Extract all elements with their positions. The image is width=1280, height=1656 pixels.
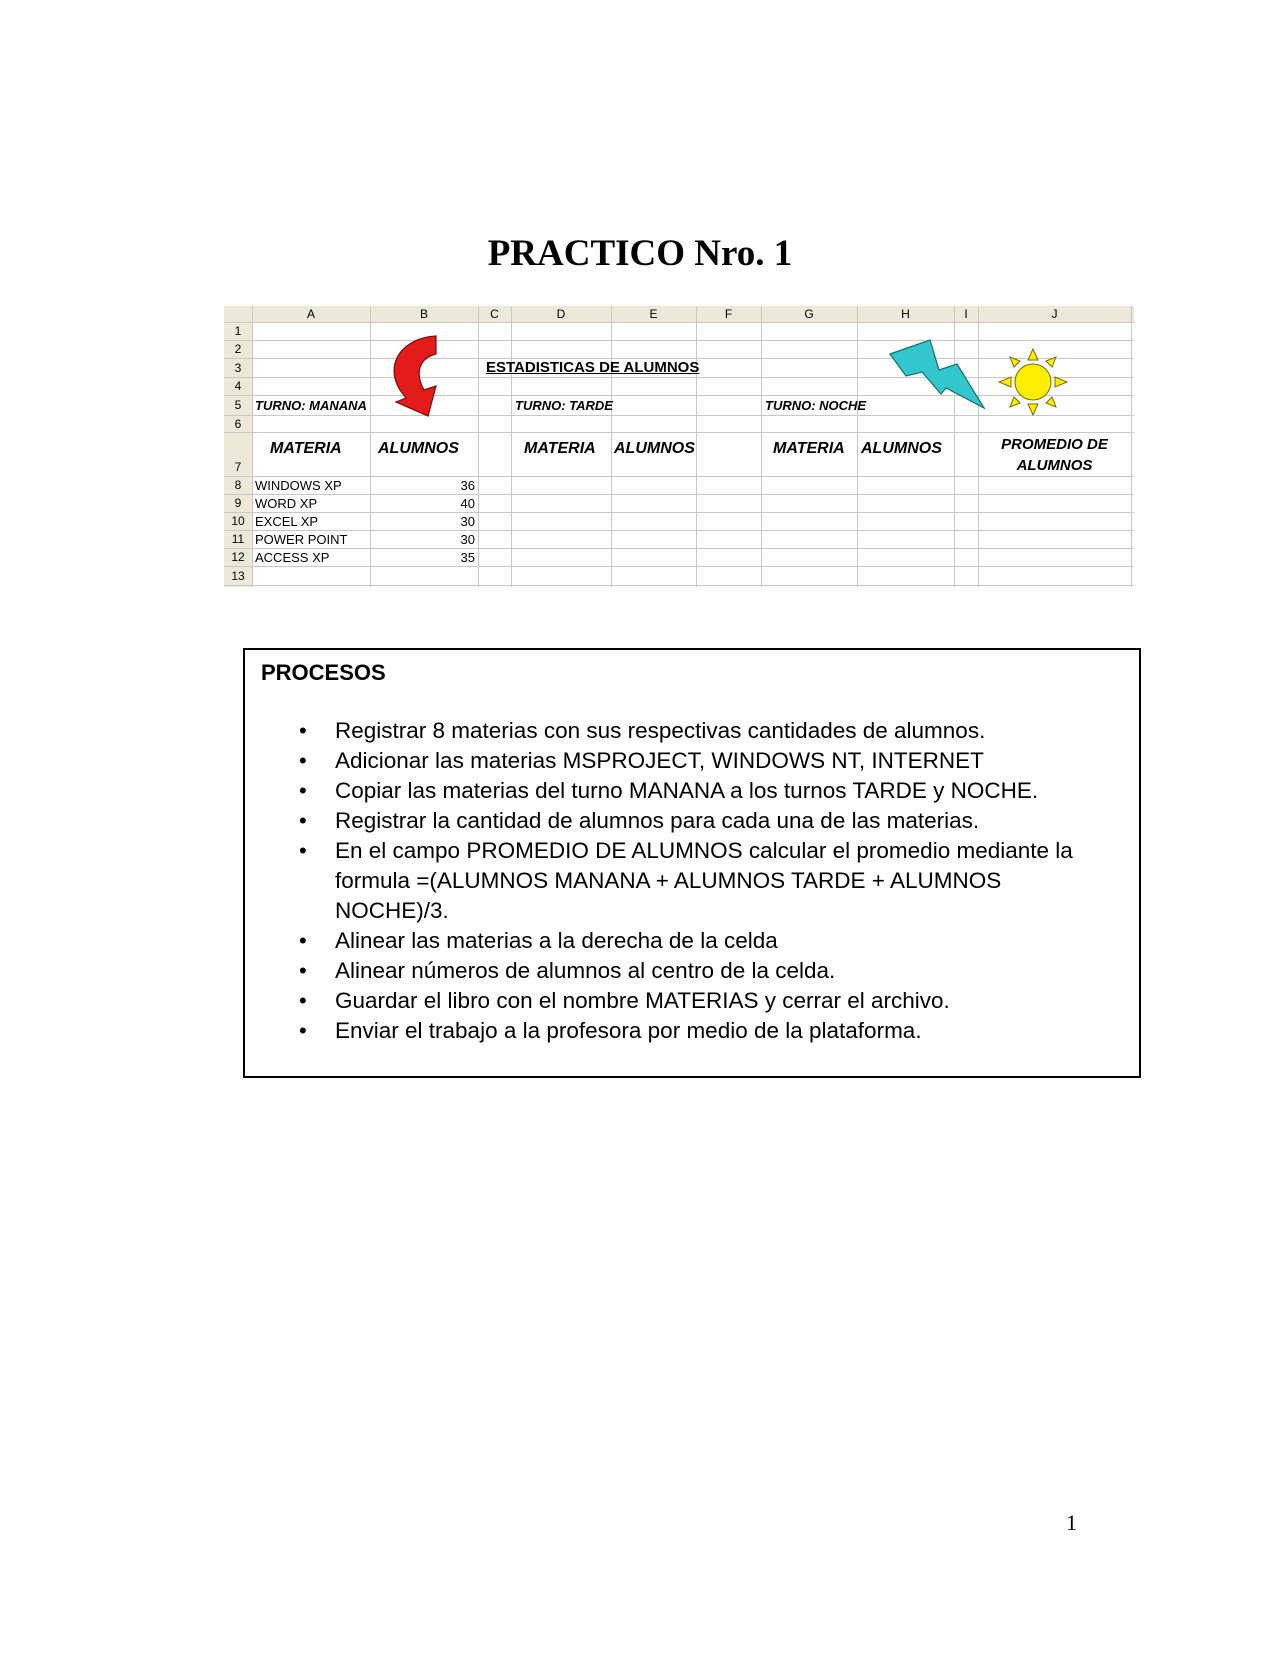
row-header-1: 1 <box>234 324 242 338</box>
materia-cell: WORD XP <box>255 496 318 511</box>
bullet-icon: • <box>299 1018 307 1043</box>
turno-tarde: TURNO: TARDE <box>515 398 613 413</box>
procesos-item-text: Enviar el trabajo a la profesora por medio de la plataforma. <box>335 1018 922 1043</box>
bullet-icon: • <box>299 988 307 1013</box>
bullet-icon: • <box>299 718 307 743</box>
procesos-item-text: Copiar las materias del turno MANANA a los turnos TARDE y NOCHE. <box>335 778 1039 803</box>
procesos-item <box>245 956 1135 986</box>
row-header-13: 13 <box>231 569 245 583</box>
procesos-item <box>245 836 1135 926</box>
materia-cell: WINDOWS XP <box>255 478 342 493</box>
column-header-j: J <box>1051 307 1058 321</box>
procesos-item <box>245 986 1135 1016</box>
bullet-icon: • <box>299 748 307 773</box>
bullet-icon: • <box>299 958 307 983</box>
header-promedio-line2: ALUMNOS <box>1016 457 1093 474</box>
row-header-5: 5 <box>234 398 242 412</box>
procesos-item <box>245 776 1135 806</box>
header-materia-tarde: MATERIA <box>524 440 596 457</box>
header-promedio-line1: PROMEDIO DE <box>1001 436 1108 453</box>
procesos-item-text: Guardar el libro con el nombre MATERIAS y cerrar el archivo. <box>335 988 950 1013</box>
curved-arrow-icon <box>394 336 436 416</box>
header-alumnos-tarde: ALUMNOS <box>614 440 695 457</box>
row-header-4: 4 <box>234 379 242 393</box>
page-number: 1 <box>1066 1510 1077 1535</box>
turno-manana: TURNO: MANANA <box>255 398 367 413</box>
procesos-item <box>245 806 1135 836</box>
bullet-icon: • <box>299 928 307 953</box>
procesos-item-text: Adicionar las materias MSPROJECT, WINDOWS NT, INTERNET <box>335 748 984 773</box>
column-header-h: H <box>901 307 910 321</box>
row-header-10: 10 <box>231 514 245 528</box>
procesos-item <box>245 716 1135 746</box>
row-header-9: 9 <box>234 496 242 510</box>
bullet-icon: • <box>299 778 307 803</box>
lightning-bolt-icon <box>890 340 984 408</box>
procesos-item-text: Alinear las materias a la derecha de la celda <box>335 928 778 953</box>
header-materia-manana: MATERIA <box>270 440 342 457</box>
procesos-list <box>245 716 1135 1046</box>
alumnos-cell: 40 <box>460 496 475 511</box>
spreadsheet-screenshot <box>224 306 1134 587</box>
bullet-icon: • <box>299 838 307 863</box>
procesos-item-text: Registrar 8 materias con sus respectivas cantidades de alumnos. <box>335 718 986 743</box>
procesos-box <box>243 648 1141 1078</box>
page-title: PRACTICO Nro. 1 <box>487 233 793 274</box>
procesos-item-text: En el campo PROMEDIO DE ALUMNOS calcular el promedio mediante la formula =(ALUMNOS MANANA + ALUMNOS TARDE + ALUMNOS NOCHE)/3. <box>335 838 1073 923</box>
turno-noche: TURNO: NOCHE <box>765 398 867 413</box>
sheet-heading: ESTADISTICAS DE ALUMNOS <box>486 359 700 376</box>
procesos-item <box>245 926 1135 956</box>
row-header-8: 8 <box>234 478 242 492</box>
alumnos-cell: 36 <box>460 478 475 493</box>
column-header-g: G <box>804 307 814 321</box>
materia-cell: ACCESS XP <box>255 550 330 565</box>
row-header-3: 3 <box>234 361 242 375</box>
bullet-icon: • <box>299 808 307 833</box>
alumnos-cell: 30 <box>460 514 475 529</box>
header-promedio <box>978 434 1131 476</box>
column-header-a: A <box>306 307 315 321</box>
row-header-7: 7 <box>234 460 242 474</box>
materia-cell: POWER POINT <box>255 532 348 547</box>
procesos-item-text: Alinear números de alumnos al centro de la celda. <box>335 958 836 983</box>
procesos-title: PROCESOS <box>261 660 386 685</box>
column-header-c: C <box>490 307 499 321</box>
procesos-item <box>245 1016 1135 1046</box>
column-header-b: B <box>419 307 428 321</box>
header-materia-noche: MATERIA <box>773 440 845 457</box>
column-header-i: I <box>964 307 968 321</box>
procesos-item-text: Registrar la cantidad de alumnos para cada una de las materias. <box>335 808 980 833</box>
header-alumnos-noche: ALUMNOS <box>861 440 942 457</box>
alumnos-cell: 35 <box>460 550 475 565</box>
row-header-11: 11 <box>231 532 245 546</box>
alumnos-cell: 30 <box>460 532 475 547</box>
column-header-d: D <box>556 307 566 321</box>
column-header-e: E <box>649 307 658 321</box>
procesos-item <box>245 746 1135 776</box>
column-header-f: F <box>724 307 733 321</box>
row-header-12: 12 <box>231 550 245 564</box>
row-header-6: 6 <box>234 417 242 431</box>
header-alumnos-manana: ALUMNOS <box>378 440 459 457</box>
materia-cell: EXCEL XP <box>255 514 319 529</box>
row-header-2: 2 <box>234 342 242 356</box>
